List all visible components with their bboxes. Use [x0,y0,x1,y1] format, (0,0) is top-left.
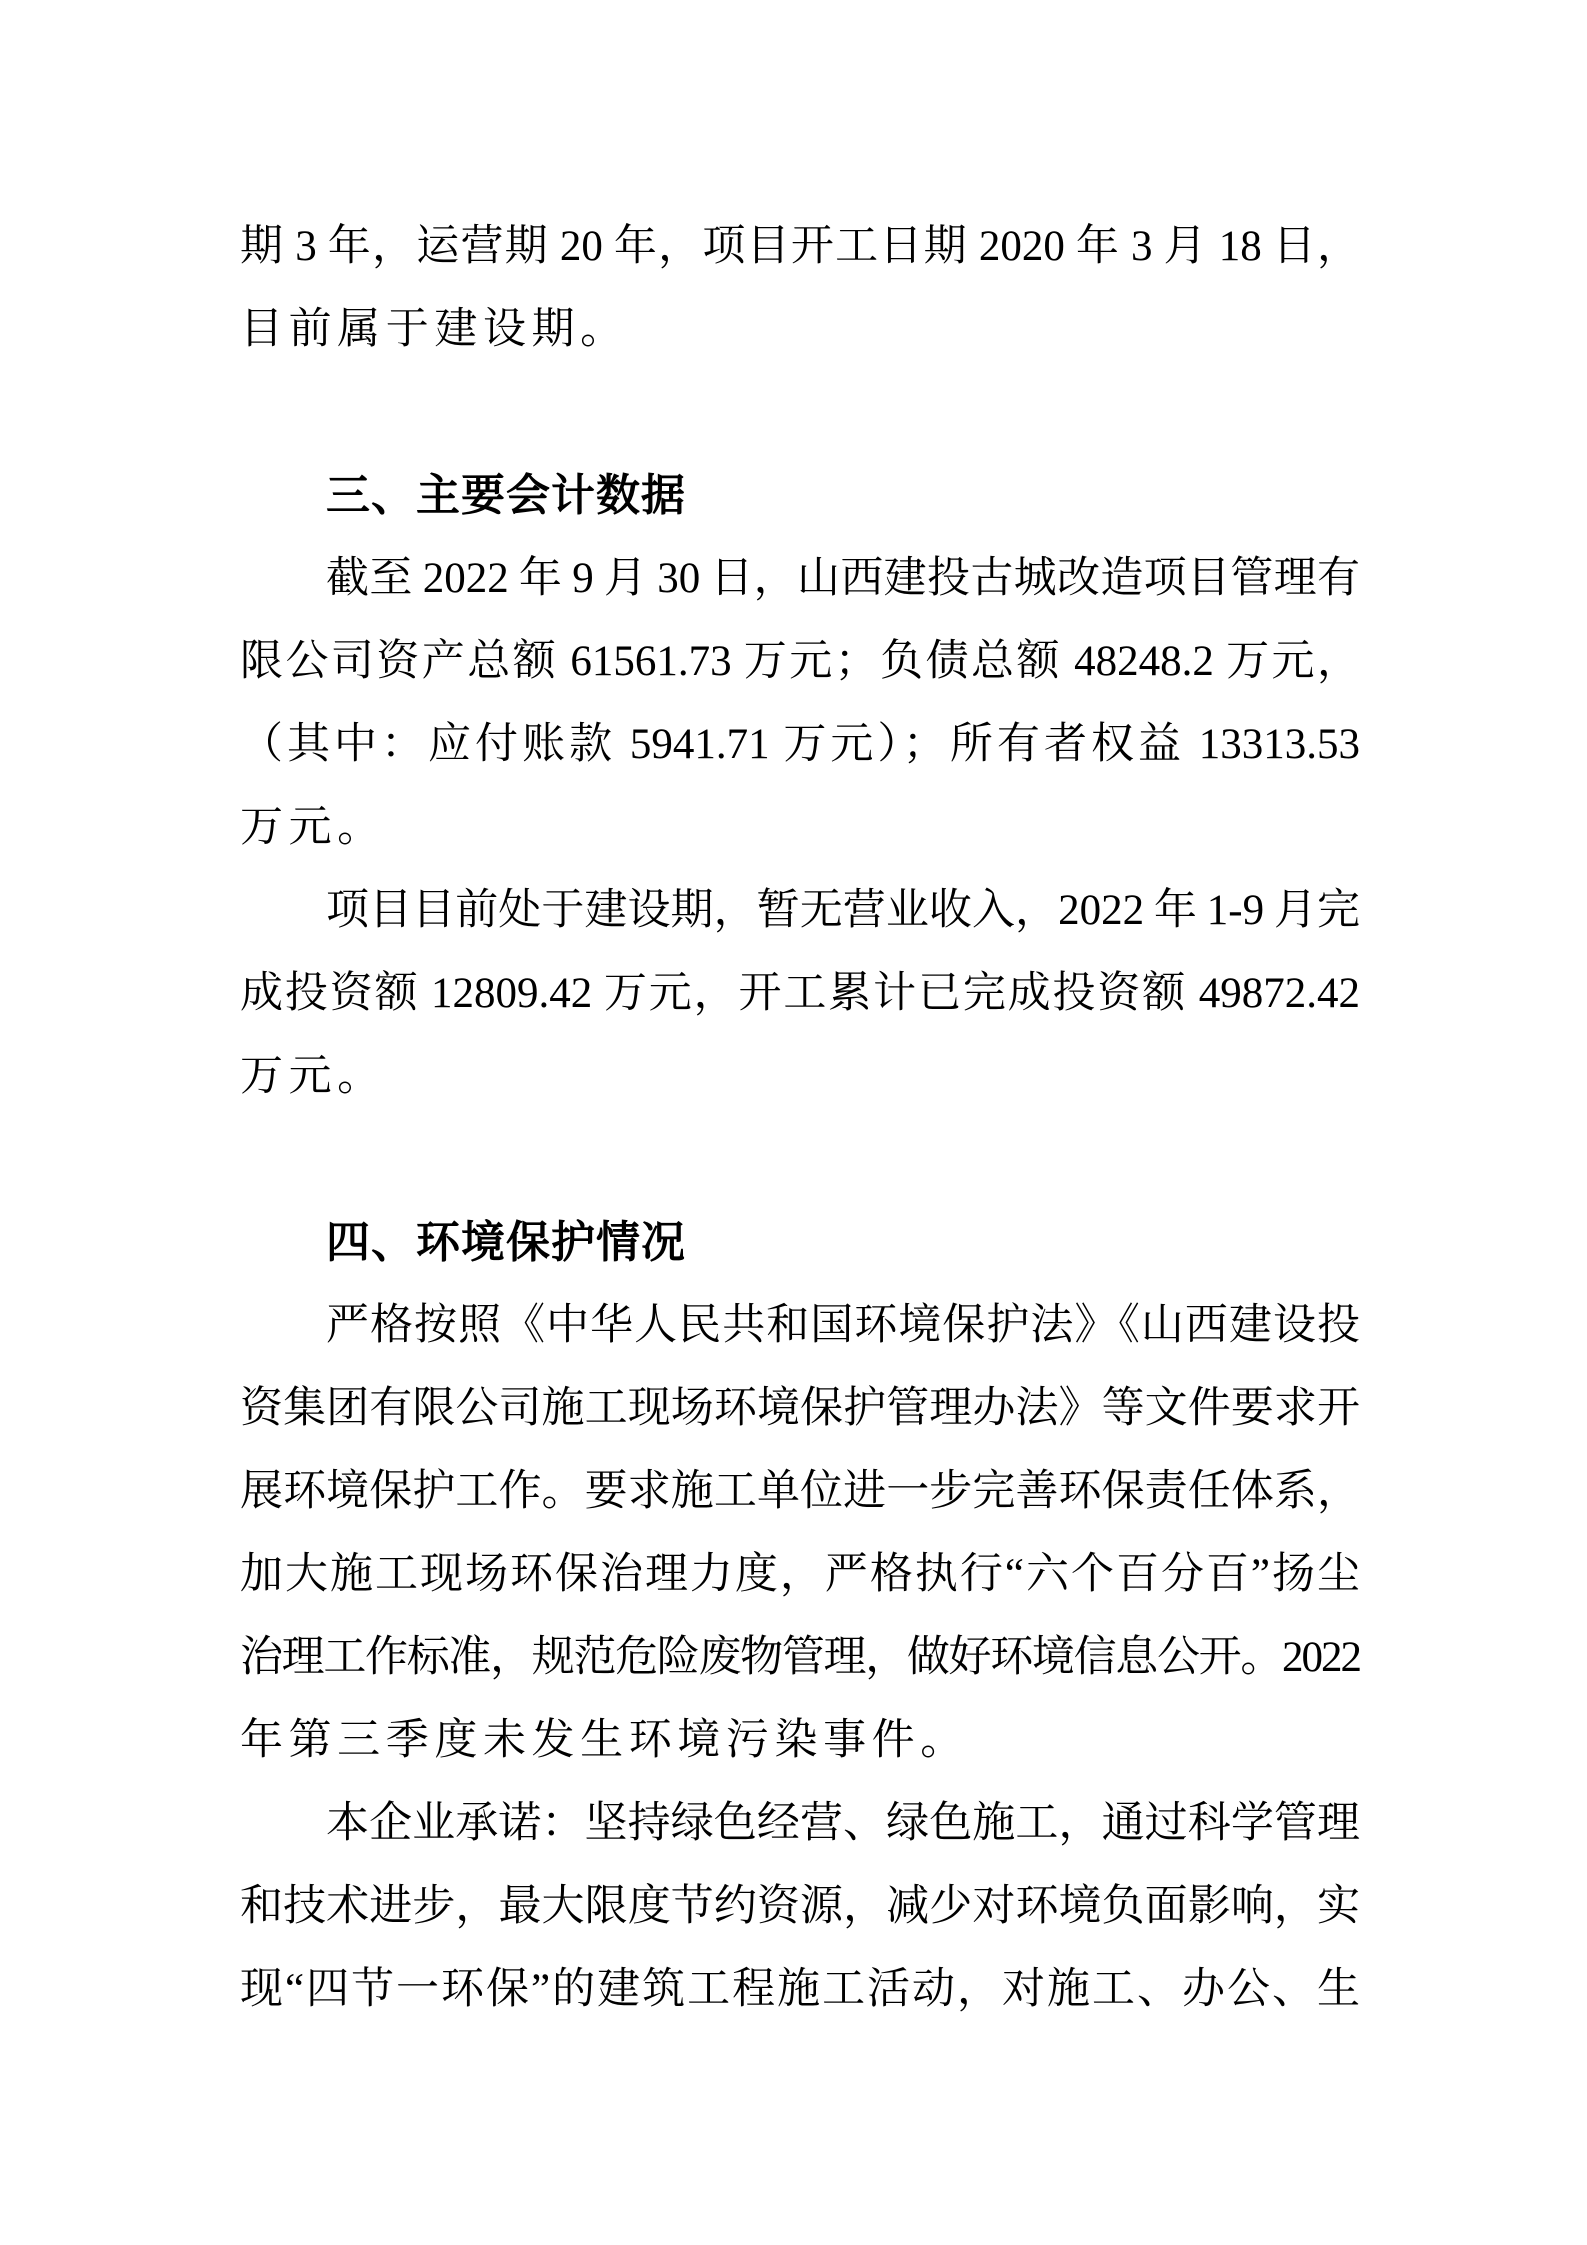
body-line: 万元。 [240,804,386,851]
body-line: 和技术进步，最大限度节约资源，减少对环境负面影响，实 [240,1883,1360,1930]
body-line: 资集团有限公司施工现场环境保护管理办法》等文件要求开 [240,1385,1360,1432]
body-line: 严格按照《中华人民共和国环境保护法》《山西建设投 [326,1302,1360,1349]
environment-paragraph-2 [240,1782,1360,2031]
section-accounting-heading: 三、主要会计数据 [326,471,686,520]
body-line: 期 3 年，运营期 20 年，项目开工日期 2020 年 3 月 18 日， [240,223,1360,270]
body-line: 成投资额 12809.42 万元，开工累计已完成投资额 49872.42 [240,970,1360,1017]
body-line: 本企业承诺：坚持绿色经营、绿色施工，通过科学管理 [326,1800,1360,1847]
body-line: （其中：应付账款 5941.71 万元）；所有者权益 13313.53 [240,721,1360,768]
body-line: 加大施工现场环保治理力度，严格执行“六个百分百”扬尘 [240,1551,1360,1598]
accounting-paragraph-1 [240,537,1360,869]
environment-paragraph-1 [240,1284,1360,1782]
body-line: 现“四节一环保”的建筑工程施工活动，对施工、办公、生 [240,1966,1360,2013]
accounting-paragraph-2 [240,869,1360,1118]
section-accounting [240,454,1360,1118]
body-line: 万元。 [240,1053,386,1100]
body-line: 项目目前处于建设期，暂无营业收入，2022 年 1-9 月完 [326,887,1360,934]
body-line: 目前属于建设期。 [240,306,629,353]
body-line: 治理工作标准，规范危险废物管理，做好环境信息公开。2022 [240,1634,1360,1681]
body-line: 展环境保护工作。要求施工单位进一步完善环保责任体系， [240,1468,1360,1515]
body-line: 限公司资产总额 61561.73 万元；负债总额 48248.2 万元， [240,638,1360,685]
body-line: 截至 2022 年 9 月 30 日，山西建投古城改造项目管理有 [326,555,1360,602]
body-line: 年第三季度未发生环境污染事件。 [240,1717,969,1764]
section-environment-heading: 四、环境保护情况 [326,1218,686,1267]
intro-paragraph [240,205,1360,371]
section-environment [240,1201,1360,2031]
